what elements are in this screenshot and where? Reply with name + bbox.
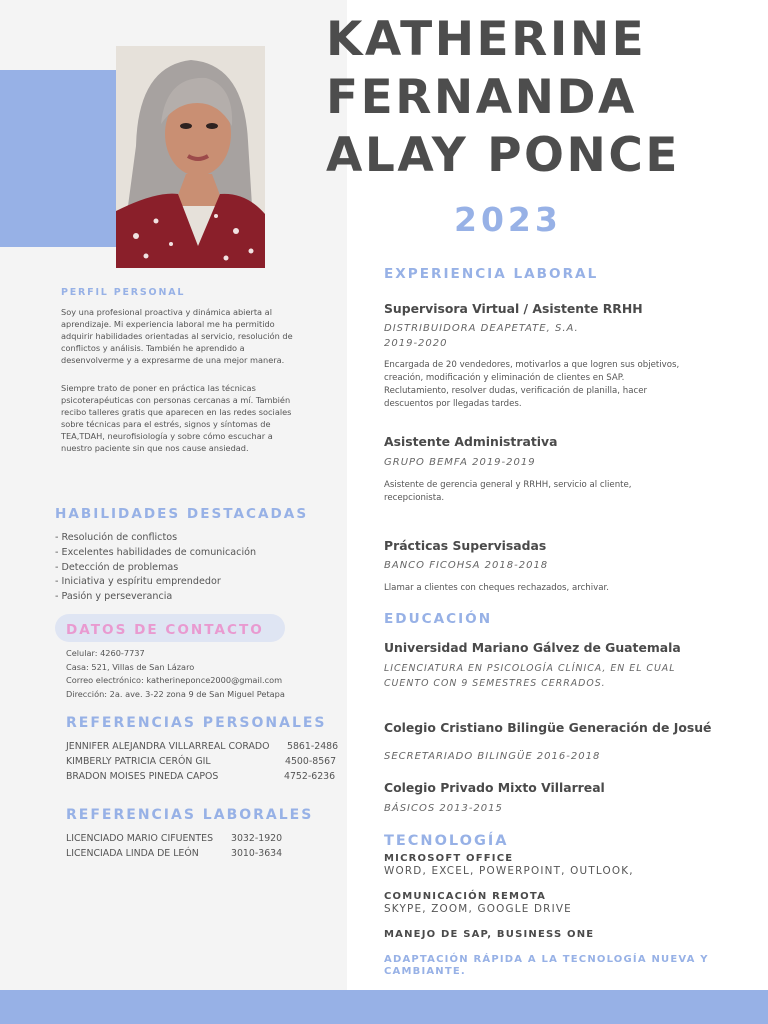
profile-paragraph-1: Soy una profesional proactiva y dinámica abierta al aprendizaje. Mi experiencia laboral me ha permitido adquirir habilidades orientadas al servicio, resolución de conflictos y análisis. También he aprendido a desenvolverme y a expresarme de una mejor manera. xyxy=(61,307,293,365)
name-line-3: ALAY PONCE xyxy=(326,128,680,183)
education-school: Colegio Cristiano Bilingüe Generación de Josué xyxy=(384,720,712,735)
year-label: 2023 xyxy=(454,200,562,239)
job-description: Encargada de 20 vendedores, motivarlos a que logren sus objetivos, creación, modificación y eliminación de clientes en SAP. Reclutamiento, resolver dudas, verificación de planilla, hacer descuentos por llegadas tardes. xyxy=(384,360,680,409)
profile-photo xyxy=(116,46,265,268)
work-ref-phone: 3032-1920 xyxy=(231,833,283,844)
tech-office-items: WORD, EXCEL, POWERPOINT, OUTLOOK, xyxy=(384,865,634,877)
footer-band xyxy=(0,990,768,1024)
skills-list xyxy=(55,531,256,605)
tech-office-heading: MICROSOFT OFFICE xyxy=(384,853,514,864)
tech-remote-items: SKYPE, ZOOM, GOOGLE DRIVE xyxy=(384,903,572,915)
personal-ref-name: KIMBERLY PATRICIA CERÓN GIL xyxy=(66,756,211,767)
name-line-2: FERNANDA xyxy=(326,70,637,125)
contact-address: Dirección: 2a. ave. 3-22 zona 9 de San Miguel Petapa xyxy=(66,688,285,699)
tech-adapt-line1: ADAPTACIÓN RÁPIDA A LA TECNOLOGÍA NUEVA Y xyxy=(384,954,709,965)
experience-title: EXPERIENCIA LABORAL xyxy=(384,266,599,282)
skill-item: - Excelentes habilidades de comunicación xyxy=(55,546,257,558)
education-school: Universidad Mariano Gálvez de Guatemala xyxy=(384,640,681,655)
skill-item: - Detección de problemas xyxy=(55,561,179,573)
contact-email: Correo electrónico: katherineponce2000@gmail.com xyxy=(66,675,283,686)
job-description: Asistente de gerencia general y RRHH, servicio al cliente, recepcionista. xyxy=(384,480,632,503)
profile-paragraph-2: Siempre trato de poner en práctica las técnicas psicoterapéuticas con personas cercanas a mí. También recibo talleres gratis que aparecen en las redes sociales sobre técnicas para el estrés, signos y síntomas de TEA,TDAH, neurofisiología y sobre cómo escuchar a nuestro paciente sin que nos cause ansiedad. xyxy=(61,383,292,453)
education-detail: BÁSICOS 2013-2015 xyxy=(384,803,503,814)
job-company: BANCO FICOHSA 2018-2018 xyxy=(384,560,549,571)
contact-title: DATOS DE CONTACTO xyxy=(66,622,264,638)
tech-remote-heading: COMUNICACIÓN REMOTA xyxy=(384,891,547,902)
skill-item: - Iniciativa y espíritu emprendedor xyxy=(55,576,221,588)
personal-ref-phone: 4500-8567 xyxy=(285,756,337,767)
technology-title: TECNOLOGÍA xyxy=(384,833,509,849)
education-title: EDUCACIÓN xyxy=(384,611,493,627)
skill-item: - Resolución de conflictos xyxy=(55,532,178,543)
tech-adapt-line2: CAMBIANTE. xyxy=(384,966,466,977)
accent-block xyxy=(0,70,116,247)
job-title: Asistente Administrativa xyxy=(384,434,558,449)
education-detail: LICENCIATURA EN PSICOLOGÍA CLÍNICA, EN EL CUAL xyxy=(384,663,676,674)
job-title: Supervisora Virtual / Asistente RRHH xyxy=(384,301,643,316)
work-ref-phone: 3010-3634 xyxy=(231,848,283,859)
job-company: DISTRIBUIDORA DEAPETATE, S.A. xyxy=(384,323,579,334)
work-ref-name: LICENCIADA LINDA DE LEÓN xyxy=(66,848,199,859)
job-title: Prácticas Supervisadas xyxy=(384,538,547,553)
job-company: GRUPO BEMFA 2019-2019 xyxy=(384,457,536,468)
work-ref-name: LICENCIADO MARIO CIFUENTES xyxy=(66,833,214,844)
skill-item: - Pasión y perseverancia xyxy=(55,591,173,603)
job-description: Llamar a clientes con cheques rechazados, archivar. xyxy=(384,583,609,593)
personal-ref-name: BRADON MOISES PINEDA CAPOS xyxy=(66,771,219,782)
education-detail: SECRETARIADO BILINGÜE 2016-2018 xyxy=(384,751,601,762)
job-dates: 2019-2020 xyxy=(384,338,448,349)
work-refs-title: REFERENCIAS LABORALES xyxy=(66,807,314,823)
profile-title: PERFIL PERSONAL xyxy=(61,287,186,298)
contact-home: Casa: 521, Villas de San Lázaro xyxy=(66,661,195,672)
personal-ref-name: JENNIFER ALEJANDRA VILLARREAL CORADO xyxy=(66,741,270,752)
personal-ref-phone: 5861-2486 xyxy=(287,741,339,752)
name-line-1: KATHERINE xyxy=(326,12,647,67)
contact-details xyxy=(66,647,336,701)
education-school: Colegio Privado Mixto Villarreal xyxy=(384,780,605,795)
tech-sap: MANEJO DE SAP, BUSINESS ONE xyxy=(384,929,595,940)
education-detail: CUENTO CON 9 SEMESTRES CERRADOS. xyxy=(384,678,606,689)
personal-ref-phone: 4752-6236 xyxy=(284,771,336,782)
skills-title: HABILIDADES DESTACADAS xyxy=(55,506,309,522)
contact-phone: Celular: 4260-7737 xyxy=(66,648,145,658)
personal-refs-title: REFERENCIAS PERSONALES xyxy=(66,715,327,731)
